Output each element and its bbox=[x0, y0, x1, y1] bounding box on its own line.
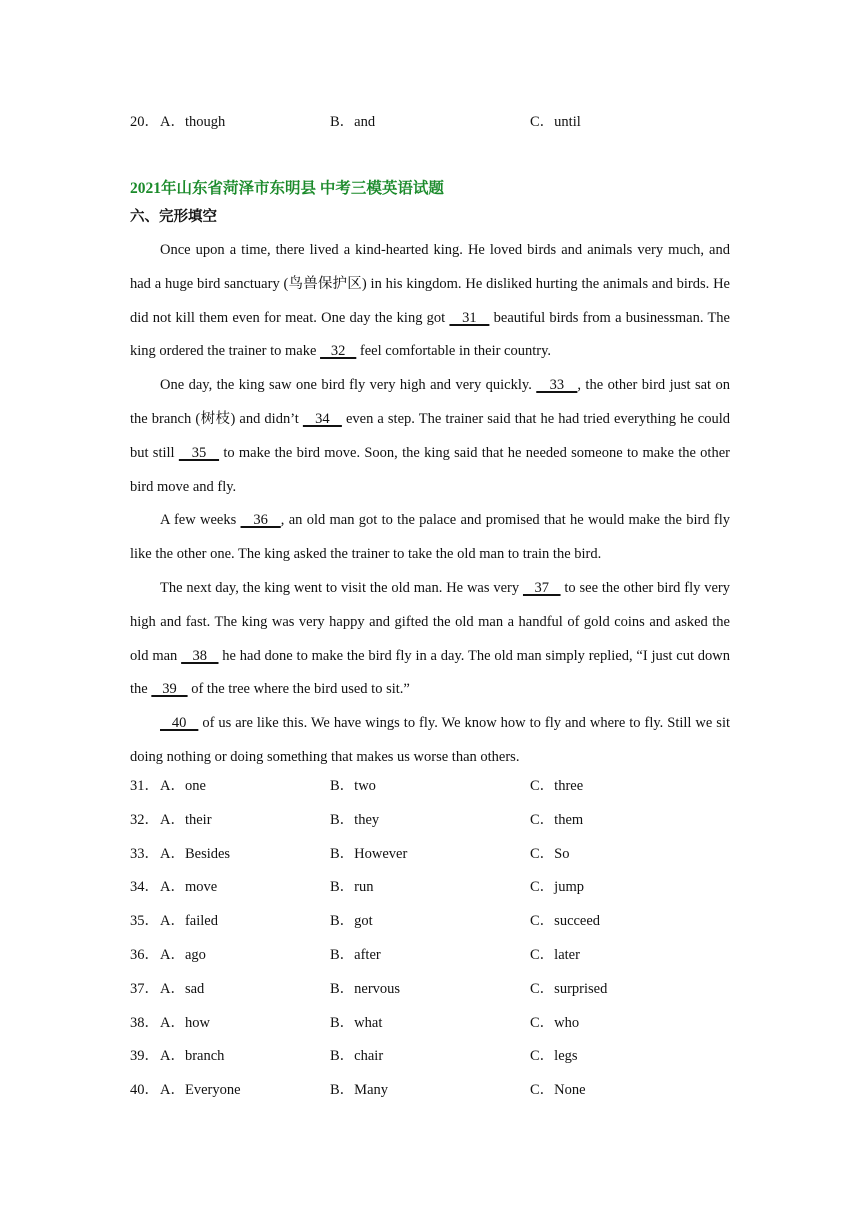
option-b: B．Many bbox=[330, 1082, 388, 1099]
blank-number: 38 bbox=[181, 647, 219, 664]
passage-text: beautiful birds from a businessman. The king ordered the trainer to make bbox=[130, 309, 730, 360]
passage-text: Once upon a time, there lived a kind-hearted king. He loved birds and animals very much, and had a huge bird sanctuary (鸟兽保护区) in his kingdom. He disliked hurting the animals and birds. He did not kill them even for meat. One day the king got bbox=[130, 242, 730, 326]
question-number: 20． bbox=[130, 114, 159, 130]
option-a: A．their bbox=[160, 811, 212, 828]
option-c: C．None bbox=[530, 1082, 586, 1099]
option-b: B．got bbox=[330, 913, 373, 930]
question-row bbox=[130, 1012, 750, 1034]
question-row bbox=[130, 944, 750, 966]
option-a: A．sad bbox=[160, 980, 205, 997]
question-row bbox=[130, 876, 750, 898]
option-b: B．after bbox=[330, 947, 381, 963]
question-row bbox=[130, 910, 750, 932]
blank-number: 33 bbox=[536, 377, 578, 394]
question-number: 32． bbox=[130, 811, 159, 828]
passage-text: he had done to make the bird fly in a day. The old man simply replied, “I just cut down the bbox=[130, 647, 730, 698]
question-number: 31． bbox=[130, 778, 159, 794]
option-b: B．nervous bbox=[330, 980, 401, 997]
option-c: C．until bbox=[530, 114, 581, 130]
cloze-passage bbox=[130, 234, 730, 775]
question-number: 38． bbox=[130, 1014, 159, 1031]
option-b: B．they bbox=[330, 811, 380, 828]
option-a: A．Everyone bbox=[160, 1082, 241, 1099]
option-c: C．surprised bbox=[530, 980, 608, 997]
question-row bbox=[130, 978, 750, 1000]
passage-text: The next day, the king went to visit the old man. He was very bbox=[160, 579, 523, 596]
option-b: B．and bbox=[330, 114, 376, 130]
option-a: A．failed bbox=[160, 913, 218, 930]
passage-text: A few weeks bbox=[160, 512, 241, 529]
question-20 bbox=[130, 111, 750, 133]
option-c: C．legs bbox=[530, 1048, 578, 1065]
blank-number: 37 bbox=[522, 579, 561, 596]
blank-number: 39 bbox=[151, 681, 188, 698]
blank-number: 35 bbox=[178, 444, 220, 461]
question-number: 33． bbox=[130, 845, 159, 862]
option-c: C．later bbox=[530, 947, 580, 963]
passage-text: to make the bird move. Soon, the king said that he needed someone to make the other bird move and fly. bbox=[130, 444, 730, 495]
question-row bbox=[130, 809, 750, 831]
passage-text: , the other bird just sat on the branch (树枝) and didn’t bbox=[130, 377, 731, 427]
question-row bbox=[130, 775, 750, 797]
exam-title: 2021年山东省菏泽市东明县 中考三模英语试题 bbox=[130, 180, 444, 197]
option-c: C．So bbox=[530, 845, 570, 862]
passage-text: , an old man got to the palace and promised that he would make the bird fly like the other one. The king asked the trainer to take the old man to train the bird. bbox=[130, 512, 730, 563]
option-b: B．However bbox=[330, 845, 408, 862]
section-heading: 六、完形填空 bbox=[130, 209, 217, 225]
option-c: C．who bbox=[530, 1014, 580, 1031]
passage-paragraph bbox=[130, 504, 730, 572]
question-number: 39． bbox=[130, 1048, 159, 1065]
question-number: 34． bbox=[130, 879, 159, 896]
option-c: C．three bbox=[530, 778, 584, 794]
blank-number: 31 bbox=[449, 309, 490, 326]
option-c: C．succeed bbox=[530, 913, 601, 930]
option-a: A．though bbox=[160, 114, 226, 130]
option-b: B．chair bbox=[330, 1048, 384, 1065]
blank-number: 36 bbox=[240, 512, 281, 529]
question-number: 35． bbox=[130, 913, 159, 930]
passage-paragraph bbox=[130, 707, 730, 775]
option-a: A．branch bbox=[160, 1048, 225, 1065]
option-a: A．Besides bbox=[160, 845, 231, 862]
blank-number: 40 bbox=[160, 715, 199, 732]
passage-text: of the tree where the bird used to sit.” bbox=[187, 681, 410, 698]
passage-text: of us are like this. We have wings to fly. We know how to fly and where to fly. Still we sit doing nothing or doing something that makes us worse than others. bbox=[130, 715, 731, 765]
passage-text: One day, the king saw one bird fly very high and very quickly. bbox=[160, 377, 537, 394]
option-b: B．run bbox=[330, 879, 374, 896]
blank-number: 34 bbox=[302, 410, 342, 427]
passage-text: to see the other bird fly very high and fast. The king was very happy and gifted the old man a handful of gold coins and asked the old man bbox=[130, 579, 730, 664]
question-row bbox=[130, 1045, 750, 1067]
option-a: A．ago bbox=[160, 947, 206, 963]
question-number: 37． bbox=[130, 980, 159, 997]
option-a: A．how bbox=[160, 1014, 210, 1031]
option-a: A．one bbox=[160, 778, 206, 794]
passage-text: even a step. The trainer said that he had tried everything he could but still bbox=[130, 410, 731, 461]
question-row bbox=[130, 1079, 750, 1101]
option-c: C．them bbox=[530, 811, 584, 828]
passage-paragraph bbox=[130, 234, 730, 369]
option-b: B．what bbox=[330, 1014, 383, 1031]
question-row bbox=[130, 843, 750, 865]
question-number: 36． bbox=[130, 947, 159, 963]
blank-number: 32 bbox=[320, 343, 357, 360]
passage-text: feel comfortable in their country. bbox=[356, 343, 552, 360]
option-a: A．move bbox=[160, 879, 218, 896]
option-b: B．two bbox=[330, 778, 376, 794]
question-number: 40． bbox=[130, 1082, 159, 1099]
passage-paragraph bbox=[130, 369, 730, 504]
passage-paragraph bbox=[130, 572, 730, 707]
option-c: C．jump bbox=[530, 879, 584, 896]
